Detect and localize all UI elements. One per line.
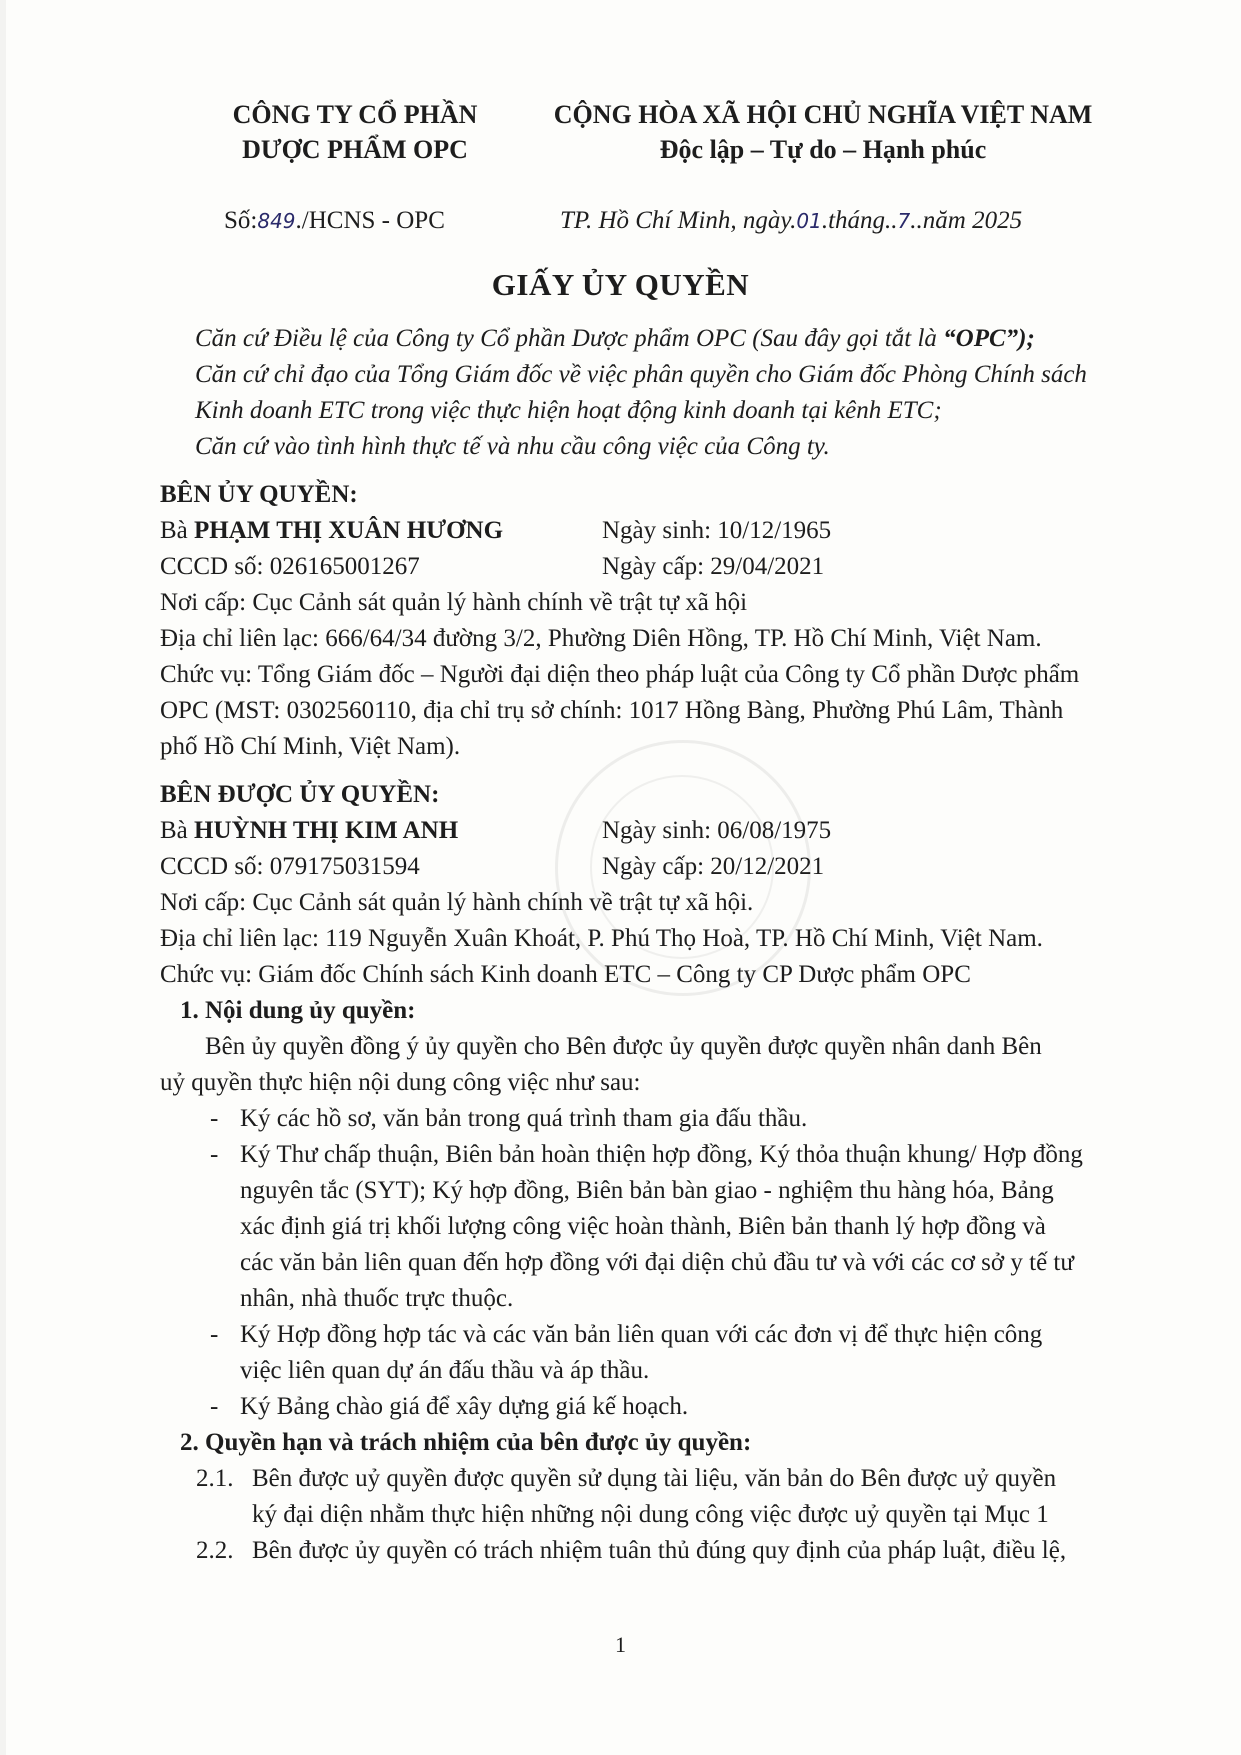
grantor-issue-place: Nơi cấp: Cục Cảnh sát quản lý hành chính về trật tự xã hội	[160, 589, 748, 616]
document-title: GIẤY ỦY QUYỀN	[491, 267, 750, 302]
section-1-intro-line-2: uỷ quyền thực hiện nội dung công việc như sau:	[160, 1069, 641, 1096]
scan-edge	[0, 0, 6, 1755]
nation-motto: Độc lập – Tự do – Hạnh phúc	[659, 135, 987, 164]
grantee-issue-date: Ngày cấp: 20/12/2021	[602, 853, 825, 880]
grantor-position-line-1: Chức vụ: Tổng Giám đốc – Người đại diện theo pháp luật của Công ty Cổ phần Dược phẩm	[160, 661, 1080, 688]
grantee-issue-place: Nơi cấp: Cục Cảnh sát quản lý hành chính về trật tự xã hội.	[160, 889, 754, 916]
bullet-dash: -	[210, 1321, 219, 1348]
page-number: 1	[615, 1632, 626, 1657]
handwritten-day: 01	[796, 209, 822, 233]
section-1-item-2-line-3: xác định giá trị khối lượng công việc hoàn thành, Biên bản thanh lý hợp đồng và	[240, 1213, 1046, 1240]
section-1-item-2-line-5: nhân, nhà thuốc trực thuộc.	[240, 1285, 514, 1312]
section-1-item-3-line-2: việc liên quan dự án đấu thầu và áp thầu.	[240, 1357, 650, 1384]
grantor-id: CCCD số: 026165001267	[160, 553, 420, 580]
section-2-heading: 2. Quyền hạn và trách nhiệm của bên được ủy quyền:	[180, 1429, 752, 1456]
grantee-id: CCCD số: 079175031594	[160, 853, 420, 880]
handwritten-month: 7	[897, 209, 911, 233]
grantee-address: Địa chỉ liên lạc: 119 Nguyễn Xuân Khoát, P. Phú Thọ Hoà, TP. Hồ Chí Minh, Việt Nam.	[160, 925, 1043, 952]
company-name-line1: CÔNG TY CỔ PHẦN	[232, 100, 478, 129]
grantor-address: Địa chỉ liên lạc: 666/64/34 đường 3/2, Phường Diên Hồng, TP. Hồ Chí Minh, Việt Nam.	[160, 625, 1042, 652]
preamble-line-1: Căn cứ Điều lệ của Công ty Cổ phần Dược phẩm OPC (Sau đây gọi tắt là “OPC”);	[195, 325, 1035, 352]
grantee-position: Chức vụ: Giám đốc Chính sách Kinh doanh ETC – Công ty CP Dược phẩm OPC	[160, 961, 971, 988]
section-1-item-1: Ký các hồ sơ, văn bản trong quá trình tham gia đấu thầu.	[240, 1105, 808, 1132]
section-1-intro-line-1: Bên ủy quyền đồng ý ủy quyền cho Bên được ủy quyền được quyền nhân danh Bên	[205, 1033, 1042, 1060]
grantor-issue-date: Ngày cấp: 29/04/2021	[602, 553, 825, 580]
grantee-dob: Ngày sinh: 06/08/1975	[602, 817, 832, 844]
bullet-dash: -	[210, 1141, 219, 1168]
grantor-heading: BÊN ỦY QUYỀN:	[160, 481, 358, 508]
bullet-dash: -	[210, 1105, 219, 1132]
document-date: TP. Hồ Chí Minh, ngày.01.tháng..7..năm 2025	[560, 207, 1023, 234]
section-1-item-3-line-1: Ký Hợp đồng hợp tác và các văn bản liên quan với các đơn vị để thực hiện công	[240, 1321, 1043, 1348]
bullet-dash: -	[210, 1393, 219, 1420]
grantor-dob: Ngày sinh: 10/12/1965	[602, 517, 832, 544]
preamble-line-4: Căn cứ vào tình hình thực tế và nhu cầu công việc của Công ty.	[195, 433, 830, 460]
section-1-item-2-line-4: các văn bản liên quan đến hợp đồng với đại diện chủ đầu tư và với các cơ sở y tế tư	[240, 1249, 1074, 1276]
section-2-item-2-line-1: Bên được ủy quyền có trách nhiệm tuân thủ đúng quy định của pháp luật, điều lệ,	[252, 1537, 1067, 1564]
company-name-line2: DƯỢC PHẨM OPC	[242, 135, 468, 164]
handwritten-doc-number: 849	[257, 209, 296, 233]
section-2-item-1-line-1: Bên được uỷ quyền được quyền sử dụng tài liệu, văn bản do Bên được uỷ quyền	[252, 1465, 1057, 1492]
nation-name: CỘNG HÒA XÃ HỘI CHỦ NGHĨA VIỆT NAM	[553, 100, 1093, 129]
section-2-item-1-number: 2.1.	[196, 1465, 234, 1492]
grantor-name: Bà PHẠM THỊ XUÂN HƯƠNG	[160, 517, 504, 544]
preamble-line-3: Kinh doanh ETC trong việc thực hiện hoạt động kinh doanh tại kênh ETC;	[195, 397, 942, 424]
grantee-name: Bà HUỲNH THỊ KIM ANH	[160, 817, 459, 844]
section-2-item-2-number: 2.2.	[196, 1537, 234, 1564]
section-1-item-4: Ký Bảng chào giá để xây dựng giá kế hoạch.	[240, 1393, 689, 1420]
grantor-position-line-3: phố Hồ Chí Minh, Việt Nam).	[160, 733, 461, 760]
grantor-position-line-2: OPC (MST: 0302560110, địa chỉ trụ sở chính: 1017 Hồng Bàng, Phường Phú Lâm, Thành	[160, 697, 1064, 724]
section-1-heading: 1. Nội dung ủy quyền:	[180, 997, 416, 1024]
section-1-item-2-line-2: nguyên tắc (SYT); Ký hợp đồng, Biên bản bàn giao - nghiệm thu hàng hóa, Bảng	[240, 1177, 1054, 1204]
section-2-item-1-line-2: ký đại diện nhằm thực hiện những nội dung công việc được uỷ quyền tại Mục 1	[252, 1501, 1049, 1528]
preamble-line-2: Căn cứ chỉ đạo của Tổng Giám đốc về việc phân quyền cho Giám đốc Phòng Chính sách	[195, 361, 1087, 388]
document-number: Số:849./HCNS - OPC	[224, 207, 445, 234]
section-1-item-2-line-1: Ký Thư chấp thuận, Biên bản hoàn thiện hợp đồng, Ký thỏa thuận khung/ Hợp đồng	[240, 1141, 1083, 1168]
grantee-heading: BÊN ĐƯỢC ỦY QUYỀN:	[160, 781, 440, 808]
